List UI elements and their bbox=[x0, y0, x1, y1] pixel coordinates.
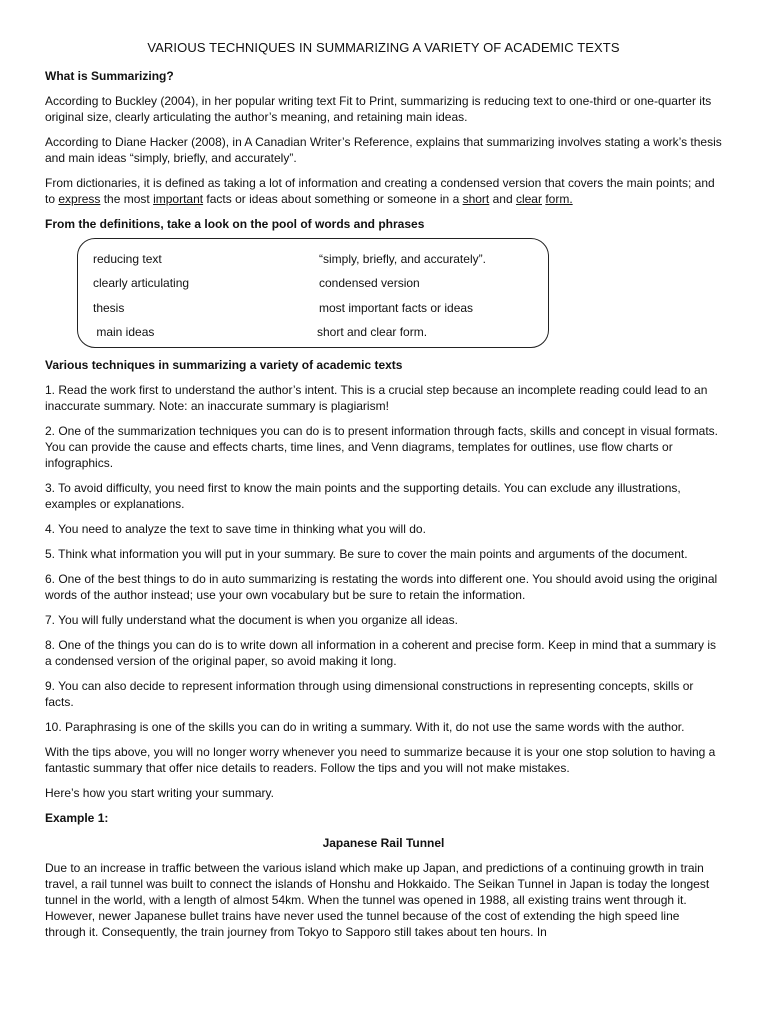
word-pool-box bbox=[77, 238, 549, 348]
page-title: VARIOUS TECHNIQUES IN SUMMARIZING A VARIETY OF ACADEMIC TEXTS bbox=[147, 40, 620, 55]
pool-right-4: short and clear form. bbox=[317, 325, 428, 339]
pool-right-1: “simply, briefly, and accurately”. bbox=[319, 252, 486, 266]
dict-underline-short: short bbox=[462, 192, 490, 206]
list-item: 5. Think what information you will put in your summary. Be sure to cover the main points and arguments of the document. bbox=[45, 547, 688, 561]
dict-underline-important: important bbox=[153, 192, 204, 206]
example-text: Due to an increase in traffic between the various island which make up Japan, and predictions of a continuing growth in train travel, a rail tunnel was built to connect the islands of Honshu and Hokkaido. The Seikan Tunnel in Japan is today the longest tunnel in the world, with a length of almost 54km. When the tunnel was opened in 1988, all existing trains went through it. However, newer Japanese bullet trains have never used the tunnel because of the cost of extending the high speed line through it. Consequently, the train journey from Tokyo to Sapporo still takes about ten hours. In bbox=[45, 861, 710, 939]
paragraph-start: Here’s how you start writing your summary. bbox=[45, 786, 274, 800]
list-item: 8. One of the things you can do is to write down all information in a coherent and precise form. Keep in mind that a summary is a condensed version of the original paper, so avoid making it long. bbox=[45, 638, 717, 668]
example-title: Japanese Rail Tunnel bbox=[322, 836, 445, 850]
pool-left-3: thesis bbox=[93, 301, 125, 315]
list-item: 4. You need to analyze the text to save time in thinking what you will do. bbox=[45, 522, 426, 536]
list-item: 7. You will fully understand what the document is when you organize all ideas. bbox=[45, 613, 458, 627]
pool-right-2: condensed version bbox=[319, 276, 420, 290]
example-label: Example 1: bbox=[45, 811, 109, 825]
heading-pool: From the definitions, take a look on the pool of words and phrases bbox=[45, 217, 425, 231]
list-item: 10. Paraphrasing is one of the skills you can do in writing a summary. With it, do not use the same words with the author. bbox=[45, 720, 685, 734]
pool-left-2: clearly articulating bbox=[93, 276, 190, 290]
pool-left-1: reducing text bbox=[93, 252, 162, 266]
list-item: 9. You can also decide to represent information through using dimensional constructions in representing concepts, skills or facts. bbox=[45, 679, 694, 709]
paragraph-buckley: According to Buckley (2004), in her popular writing text Fit to Print, summarizing is reducing text to one-third or one-quarter its original size, clearly articulating the author’s meaning, and retaining main ideas. bbox=[45, 94, 712, 124]
dict-text-2: the most bbox=[100, 192, 154, 206]
paragraph-dictionaries bbox=[45, 175, 722, 207]
paragraph-tips: With the tips above, you will no longer worry whenever you need to summarize because it is your one stop solution to having a fantastic summary that offer nice details to readers. Follow the tips and you will not make mistakes. bbox=[45, 745, 716, 775]
heading-what-is-summarizing: What is Summarizing? bbox=[45, 69, 174, 83]
dict-underline-clear: clear bbox=[515, 192, 542, 206]
dict-text-3: facts or ideas about something or someone in a bbox=[203, 192, 463, 206]
list-item: 2. One of the summarization techniques you can do is to present information through facts, skills and concept in visual formats. You can provide the cause and effects charts, time lines, and Venn diagrams, templates for outlines, use flow charts or infographics. bbox=[45, 424, 719, 470]
pool-right-3: most important facts or ideas bbox=[319, 301, 474, 315]
dict-underline-form: form. bbox=[545, 192, 573, 206]
paragraph-hacker: According to Diane Hacker (2008), in A Canadian Writer’s Reference, explains that summarizing involves stating a work’s thesis and main ideas “simply, briefly, and accurately”. bbox=[45, 135, 722, 165]
dict-underline-express: express bbox=[58, 192, 101, 206]
list-item: 6. One of the best things to do in auto summarizing is restating the words into different one. You should avoid using the original words of the author instead; use your own vocabulary but be sure to retain the information. bbox=[45, 572, 718, 602]
pool-left-4: main ideas bbox=[93, 325, 155, 339]
heading-techniques: Various techniques in summarizing a variety of academic texts bbox=[45, 358, 403, 372]
dict-text-4: and bbox=[489, 192, 516, 206]
dict-text-1: From dictionaries, it is defined as taking a lot of information and creating a condensed version that covers the main points; and to bbox=[45, 176, 715, 206]
list-item: 3. To avoid difficulty, you need first to know the main points and the supporting details. You can exclude any illustrations, examples or explanations. bbox=[45, 481, 681, 511]
list-item: 1. Read the work first to understand the author’s intent. This is a crucial step because an incomplete reading could lead to an inaccurate summary. Note: an inaccurate summary is plagiarism! bbox=[45, 383, 708, 413]
